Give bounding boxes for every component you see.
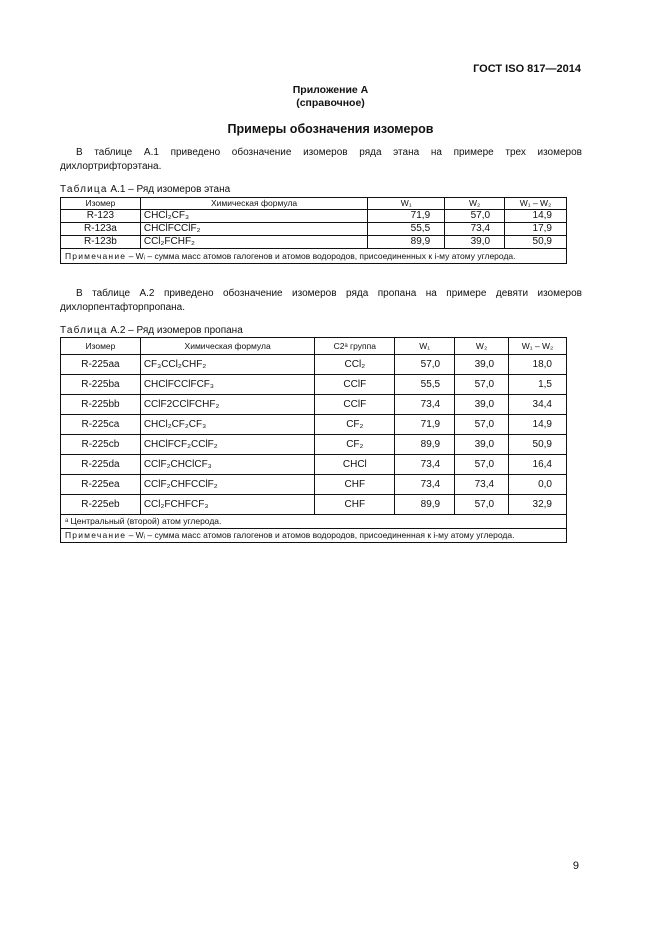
appendix-label: Приложение А [292, 84, 369, 96]
w1-cell: 57,0 [395, 355, 455, 375]
standard-number: ГОСТ ISO 817—2014 [473, 63, 581, 75]
isomer-cell: R-225aa [61, 355, 141, 375]
table2-header-diff: W₁ – W₂ [509, 338, 567, 355]
w2-cell: 39,0 [455, 395, 509, 415]
table1-note-word: Примечание [65, 251, 127, 261]
table-row [61, 210, 567, 223]
paragraph-2: В таблице А.2 приведено обозначение изомеров ряда пропана на примере девяти изомеров дихлорпентафторпропана. [60, 288, 582, 313]
table2-note-text: – Wᵢ – сумма масс атомов галогенов и атомов водородов, присоединенная к i-му атому углерода. [128, 530, 515, 540]
w1-cell: 89,9 [395, 435, 455, 455]
table1-header-diff: W₁ – W₂ [505, 198, 567, 210]
table1-note [61, 249, 567, 264]
diff-cell: 17,9 [505, 223, 567, 236]
section-title: Примеры обозначения изомеров [227, 122, 434, 136]
formula-cell: CHClFCClF₂ [140, 223, 367, 236]
w2-cell: 39,0 [445, 236, 505, 249]
table-row [61, 223, 567, 236]
table1-caption [60, 184, 230, 195]
table-row [61, 435, 567, 455]
isomer-cell: R-225ca [61, 415, 141, 435]
diff-cell: 0,0 [509, 475, 567, 495]
table-propane-isomers [60, 337, 567, 543]
formula-cell: CF₃CCl₂CHF₂ [140, 355, 315, 375]
appendix-heading [0, 84, 661, 110]
table2-note [61, 529, 567, 543]
group-cell: CHCl [315, 455, 395, 475]
isomer-cell: R-225bb [61, 395, 141, 415]
formula-cell: CCl₂FCHFCF₃ [140, 495, 315, 515]
table1-header-w1: W₁ [368, 198, 445, 210]
diff-cell: 32,9 [509, 495, 567, 515]
w2-cell: 39,0 [455, 355, 509, 375]
w1-cell: 55,5 [395, 375, 455, 395]
appendix-type: (справочное) [296, 97, 365, 109]
w2-cell: 57,0 [455, 495, 509, 515]
table1-caption-word: Таблица [60, 184, 108, 195]
table2-caption-text: А.2 – Ряд изомеров пропана [110, 325, 243, 336]
group-cell: CClF [315, 395, 395, 415]
group-cell: CHF [315, 475, 395, 495]
table-row [61, 355, 567, 375]
diff-cell: 16,4 [509, 455, 567, 475]
isomer-cell: R-123 [61, 210, 141, 223]
formula-cell: CHClFCF₂CClF₂ [140, 435, 315, 455]
w1-cell: 73,4 [395, 475, 455, 495]
formula-cell: CClF₂CHFCClF₂ [140, 475, 315, 495]
w1-cell: 89,9 [395, 495, 455, 515]
table2-header-formula: Химическая формула [140, 338, 315, 355]
formula-cell: CClF2CClFCHF₂ [140, 395, 315, 415]
w1-cell: 71,9 [368, 210, 445, 223]
w1-cell: 73,4 [395, 455, 455, 475]
table1-header-w2: W₂ [445, 198, 505, 210]
table2-header-w2: W₂ [455, 338, 509, 355]
diff-cell: 34,4 [509, 395, 567, 415]
formula-cell: CHCl₂CF₂CF₃ [140, 415, 315, 435]
w1-cell: 89,9 [368, 236, 445, 249]
table2-note-word: Примечание [65, 530, 127, 540]
diff-cell: 18,0 [509, 355, 567, 375]
table-row [61, 475, 567, 495]
formula-cell: CHCl₂CF₃ [140, 210, 367, 223]
table1-header-formula: Химическая формула [140, 198, 367, 210]
table1-note-text: – Wᵢ – сумма масс атомов галогенов и атомов водородов, присоединенных к i-му атому углерода. [128, 251, 516, 261]
diff-cell: 14,9 [505, 210, 567, 223]
group-cell: CF₂ [315, 415, 395, 435]
isomer-cell: R-225eb [61, 495, 141, 515]
diff-cell: 1,5 [509, 375, 567, 395]
formula-cell: CCl₂FCHF₂ [140, 236, 367, 249]
w2-cell: 73,4 [455, 475, 509, 495]
formula-cell: CHClFCClFCF₃ [140, 375, 315, 395]
table1-caption-text: А.1 – Ряд изомеров этана [110, 184, 231, 195]
isomer-cell: R-123b [61, 236, 141, 249]
group-cell: CCl₂ [315, 355, 395, 375]
isomer-cell: R-123a [61, 223, 141, 236]
table2-footnote: ᵃ Центральный (второй) атом углерода. [61, 515, 567, 529]
w1-cell: 55,5 [368, 223, 445, 236]
table1-header-isomer: Изомер [61, 198, 141, 210]
table-ethane-isomers [60, 197, 567, 264]
w2-cell: 57,0 [445, 210, 505, 223]
w2-cell: 57,0 [455, 455, 509, 475]
table-row [61, 415, 567, 435]
table-row [61, 455, 567, 475]
table-row [61, 395, 567, 415]
w2-cell: 73,4 [445, 223, 505, 236]
w1-cell: 71,9 [395, 415, 455, 435]
table-row [61, 236, 567, 249]
isomer-cell: R-225ba [61, 375, 141, 395]
table2-header-w1: W₁ [395, 338, 455, 355]
formula-cell: CClF₂CHClCF₃ [140, 455, 315, 475]
isomer-cell: R-225cb [61, 435, 141, 455]
diff-cell: 14,9 [509, 415, 567, 435]
table2-caption-word: Таблица [60, 325, 108, 336]
group-cell: CClF [315, 375, 395, 395]
diff-cell: 50,9 [509, 435, 567, 455]
isomer-cell: R-225ea [61, 475, 141, 495]
table-row [61, 375, 567, 395]
group-cell: CHF [315, 495, 395, 515]
isomer-cell: R-225da [61, 455, 141, 475]
w1-cell: 73,4 [395, 395, 455, 415]
w2-cell: 57,0 [455, 375, 509, 395]
paragraph-1: В таблице А.1 приведено обозначение изомеров ряда этана на примере трех изомеров дихлортрифторэтана. [60, 147, 582, 172]
w2-cell: 39,0 [455, 435, 509, 455]
table-row [61, 495, 567, 515]
page-number: 9 [572, 860, 579, 872]
diff-cell: 50,9 [505, 236, 567, 249]
group-cell: CF₂ [315, 435, 395, 455]
table2-caption [60, 325, 243, 336]
w2-cell: 57,0 [455, 415, 509, 435]
table2-header-isomer: Изомер [61, 338, 141, 355]
table2-header-group: C2ᵃ группа [315, 338, 395, 355]
